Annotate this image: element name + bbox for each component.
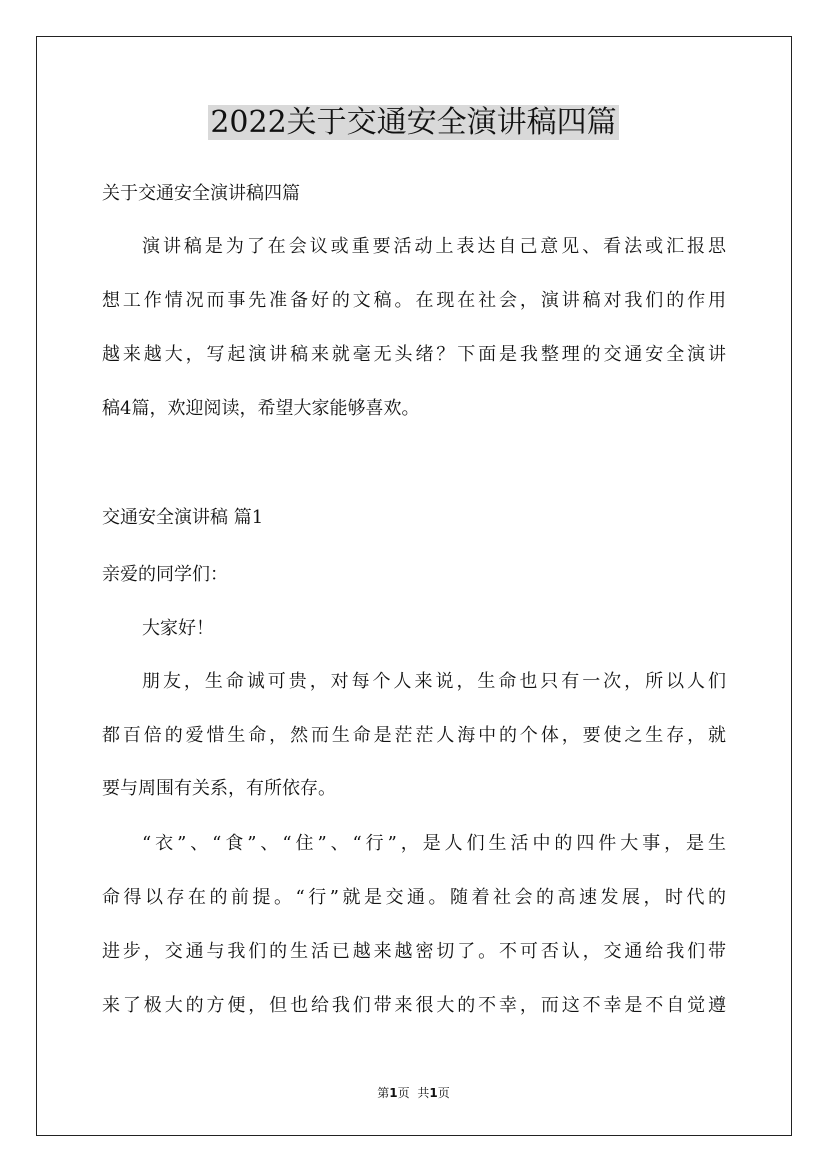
para2-line-3: 进步，交通与我们的生活已越来越密切了。不可否认，交通给我们带 [102,941,726,962]
document-title-text: 2022关于交通安全演讲稿四篇 [210,105,617,140]
total-prefix: 共 [417,1086,430,1100]
subtitle: 关于交通安全演讲稿四篇 [102,183,300,204]
section-heading: 交通安全演讲稿 篇1 [102,507,264,528]
salutation: 亲爱的同学们： [102,564,228,585]
para2-line-2: 命得以存在的前提。“行”就是交通。随着社会的高速发展，时代的 [102,887,726,908]
total-pages: 1 [429,1086,438,1100]
para2-line-4: 来了极大的方便，但也给我们带来很大的不幸，而这不幸是不自觉遵 [102,995,726,1016]
intro-line-4: 稿4篇，欢迎阅读，希望大家能够喜欢。 [102,398,420,419]
page-suffix: 页 [397,1086,410,1100]
total-suffix: 页 [437,1086,450,1100]
para2-line-1: “衣”、“食”、“住”、“行”，是人们生活中的四件大事，是生 [142,833,726,854]
intro-line-1: 演讲稿是为了在会议或重要活动上表达自己意见、看法或汇报思 [142,236,726,257]
para1-line-2: 都百倍的爱惜生命，然而生命是茫茫人海中的个体，要使之生存，就 [102,725,726,746]
greeting: 大家好！ [142,618,214,639]
para1-line-3: 要与周围有关系，有所依存。 [102,778,336,799]
page-footer [0,1085,827,1101]
page-number: 1 [389,1086,398,1100]
intro-line-2: 想工作情况而事先准备好的文稿。在现在社会，演讲稿对我们的作用 [102,290,726,311]
page-prefix: 第 [377,1086,390,1100]
document-title [0,103,827,143]
para1-line-1: 朋友，生命诚可贵，对每个人来说，生命也只有一次，所以人们 [142,671,726,692]
intro-line-3: 越来越大，写起演讲稿来就毫无头绪？下面是我整理的交通安全演讲 [102,344,726,365]
